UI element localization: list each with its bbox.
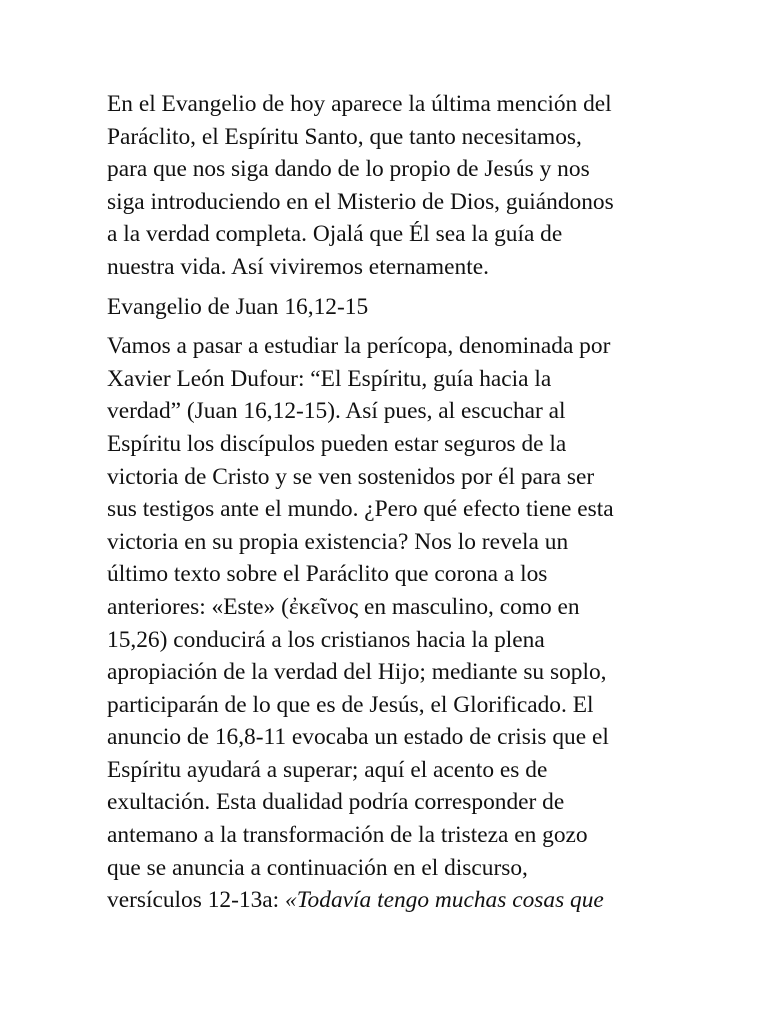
text-line: 15,26) conducirá a los cristianos hacia la plena bbox=[107, 626, 545, 653]
text-line-mixed bbox=[107, 884, 667, 917]
text-line: sus testigos ante el mundo. ¿Pero qué efecto tiene esta bbox=[107, 496, 614, 523]
text-line: participarán de lo que es de Jesús, el Glorificado. El bbox=[107, 691, 594, 718]
text-line: Espíritu los discípulos pueden estar seguros de la bbox=[107, 430, 567, 457]
document-body bbox=[107, 88, 667, 917]
text-line: apropiación de la verdad del Hijo; mediante su soplo, bbox=[107, 659, 607, 686]
text-line: a la verdad completa. Ojalá que Él sea la guía de bbox=[107, 221, 563, 248]
intro-paragraph bbox=[107, 88, 667, 284]
gospel-reference-heading bbox=[107, 291, 667, 324]
text-line: siga introduciendo en el Misterio de Dios, guiándonos bbox=[107, 188, 614, 215]
text-line: exultación. Esta dualidad podría corresponder de bbox=[107, 789, 565, 816]
text-line: último texto sobre el Paráclito que corona a los bbox=[107, 561, 548, 588]
text-line: nuestra vida. Así viviremos eternamente. bbox=[107, 253, 489, 280]
study-paragraph bbox=[107, 330, 667, 917]
text-line: Paráclito, el Espíritu Santo, que tanto necesitamos, bbox=[107, 123, 582, 150]
text-line: Espíritu ayudará a superar; aquí el acento es de bbox=[107, 756, 548, 783]
text-line: anuncio de 16,8-11 evocaba un estado de crisis que el bbox=[107, 724, 609, 751]
text-line: antemano a la transformación de la tristeza en gozo bbox=[107, 822, 588, 849]
text-line: verdad” (Juan 16,12-15). Así pues, al escuchar al bbox=[107, 398, 566, 425]
text-line: Vamos a pasar a estudiar la perícopa, denominada por bbox=[107, 333, 611, 360]
text-line: Xavier León Dufour: “El Espíritu, guía hacia la bbox=[107, 365, 552, 392]
text-line: anteriores: «Este» (ἐκεῖνος en masculino, como en bbox=[107, 593, 580, 620]
quoted-text-run: «Todavía tengo muchas cosas que bbox=[285, 887, 604, 914]
text-line: para que nos siga dando de lo propio de Jesús y nos bbox=[107, 156, 590, 183]
text-line: victoria de Cristo y se ven sostenidos por él para ser bbox=[107, 463, 595, 490]
text-line: que se anuncia a continuación en el discurso, bbox=[107, 854, 528, 881]
text-line: victoria en su propia existencia? Nos lo revela un bbox=[107, 528, 569, 555]
text-line: En el Evangelio de hoy aparece la última mención del bbox=[107, 91, 612, 117]
text-line: Evangelio de Juan 16,12-15 bbox=[107, 293, 369, 320]
text-run: versículos 12-13a: bbox=[107, 887, 285, 914]
